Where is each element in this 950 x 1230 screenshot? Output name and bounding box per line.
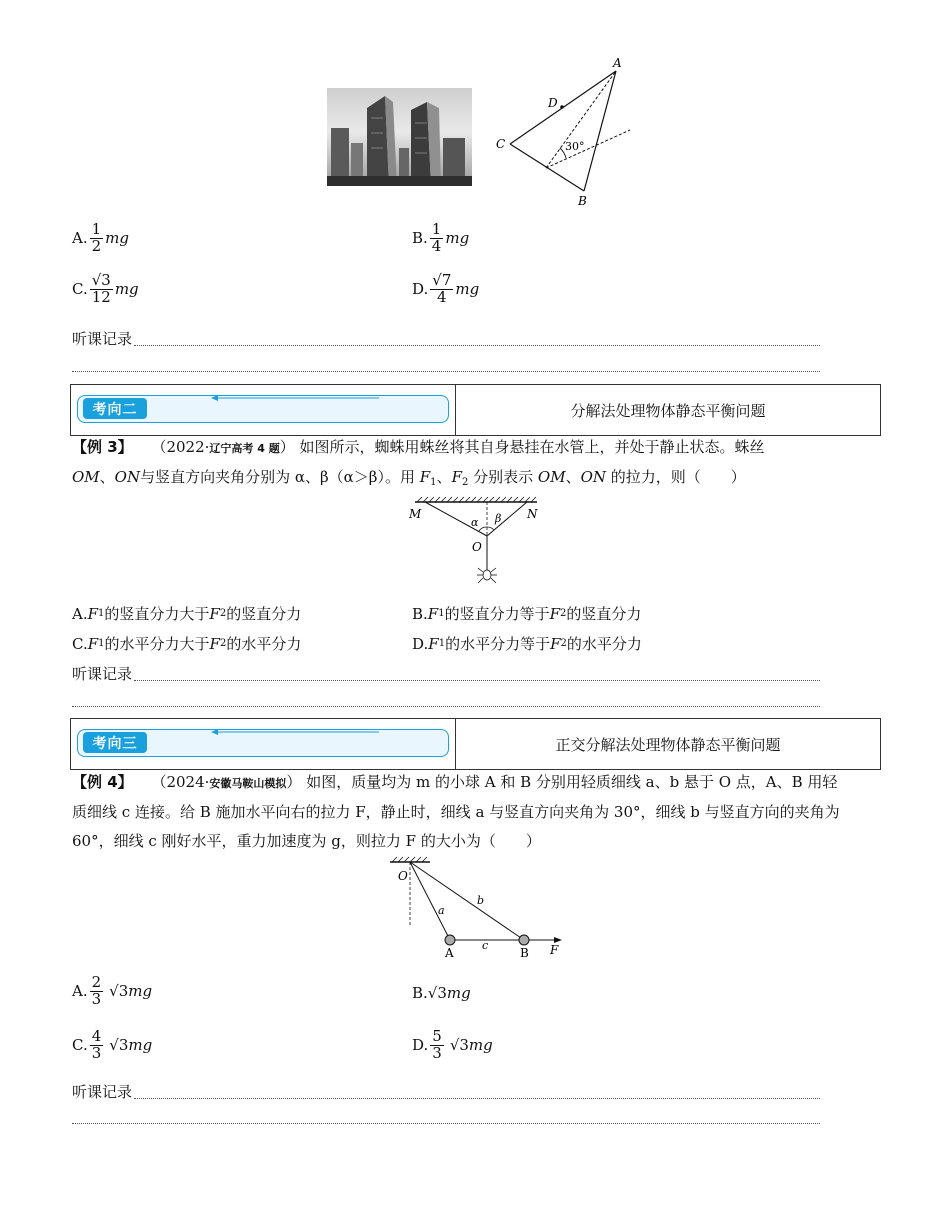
label-M: M [409, 507, 422, 521]
label-N: N [527, 507, 538, 521]
dotted-line [72, 1123, 820, 1124]
label-D: D [548, 96, 558, 110]
option-d-ex4[interactable]: D. $\frac{5}{3}$ √3 mg [412, 1027, 493, 1062]
label-alpha: α [471, 516, 479, 529]
option-d-ex3[interactable]: D. F 1 的水平分力等于 F 2 的水平分力 [412, 634, 642, 653]
option-c-top[interactable]: C. $\frac{√3}{12}$ mg [72, 271, 139, 306]
option-b-top[interactable]: B. $\frac{1}{4}$ mg [412, 220, 470, 255]
option-a-ex3[interactable]: A. F 1 的竖直分力大于 F 2 的竖直分力 [72, 604, 302, 623]
source-name: 辽宁高考 4 题 [209, 442, 280, 455]
option-c-ex3[interactable]: C. F 1 的水平分力大于 F 2 的水平分力 [72, 634, 302, 653]
dotted-line [72, 706, 820, 707]
label-b: b [477, 894, 485, 907]
arrow-icon [211, 395, 381, 401]
section-tag: 考向二 [83, 398, 147, 419]
option-b-ex4[interactable]: B. √3 mg [412, 984, 471, 1002]
example4-stem: 【例 4】 （2024·安徽马鞍山模拟） 如图，质量均为 m 的小球 A 和 B 分别用轻质细线 a、b 悬于 O 点，A、B 用轻 质细线 c 连接。给 B 施加水平向右的拉力 F，静止时，细线 a 与竖直方向夹角为 30°，细线 b 与竖直方向的夹角为 60°，细线 c 刚好水平，重力加速度为 g，则拉力 F 的大小为（ ） [72, 773, 840, 850]
label-c: c [482, 939, 489, 952]
ball-A [445, 935, 455, 945]
ball-B [519, 935, 529, 945]
section-tag: 考向三 [83, 732, 147, 753]
label-O: O [472, 540, 482, 554]
example-label: 【例 4】 [72, 773, 133, 791]
label-O: O [398, 869, 408, 883]
option-d-top[interactable]: D. $\frac{√7}{4}$ mg [412, 271, 480, 306]
record-line-ex4[interactable]: 听课记录 [72, 1081, 820, 1102]
arrow-icon [211, 729, 381, 735]
record-line-top[interactable]: 听课记录 [72, 328, 820, 349]
label-angle: 30° [565, 140, 585, 153]
label-beta: β [495, 512, 502, 525]
section-header-3 [70, 718, 881, 770]
label-A: A [613, 56, 622, 70]
label-a: a [438, 904, 445, 917]
spider-icon [477, 568, 497, 583]
example-label: 【例 3】 [72, 438, 133, 456]
option-b-ex3[interactable]: B. F 1 的竖直分力等于 F 2 的竖直分力 [412, 604, 642, 623]
label-B: B [520, 946, 529, 960]
section-title: 正交分解法处理物体静态平衡问题 [555, 735, 781, 754]
option-a-top[interactable]: A. $\frac{1}{2}$ mg [72, 220, 129, 255]
balls-figure [388, 856, 568, 964]
label-B: B [578, 194, 587, 208]
spider-figure [405, 496, 545, 588]
triangle-figure [488, 55, 638, 215]
label-C: C [496, 137, 506, 151]
dotted-line [72, 371, 820, 372]
source-name: 安徽马鞍山模拟 [209, 777, 287, 790]
section-header-2 [70, 384, 881, 436]
section-title: 分解法处理物体静态平衡问题 [570, 401, 766, 420]
option-c-ex4[interactable]: C. $\frac{4}{3}$ √3 mg [72, 1027, 153, 1062]
record-line-ex3[interactable]: 听课记录 [72, 663, 820, 684]
option-a-ex4[interactable]: A. $\frac{2}{3}$ √3 mg [72, 973, 153, 1008]
label-F: F [550, 943, 559, 957]
label-A: A [445, 946, 454, 960]
example3-stem: 【例 3】 （2022·辽宁高考 4 题） 如图所示，蜘蛛用蛛丝将其自身悬挂在水管上，并处于静止状态。蛛丝 OM、ON与竖直方向夹角分别为 α、β（α＞β）。用 $F_1$、$F_2$ 分别表示 OM、ON 的拉力，则（ ） [72, 438, 765, 488]
building-photo [327, 88, 472, 186]
building-silhouettes [327, 88, 472, 186]
